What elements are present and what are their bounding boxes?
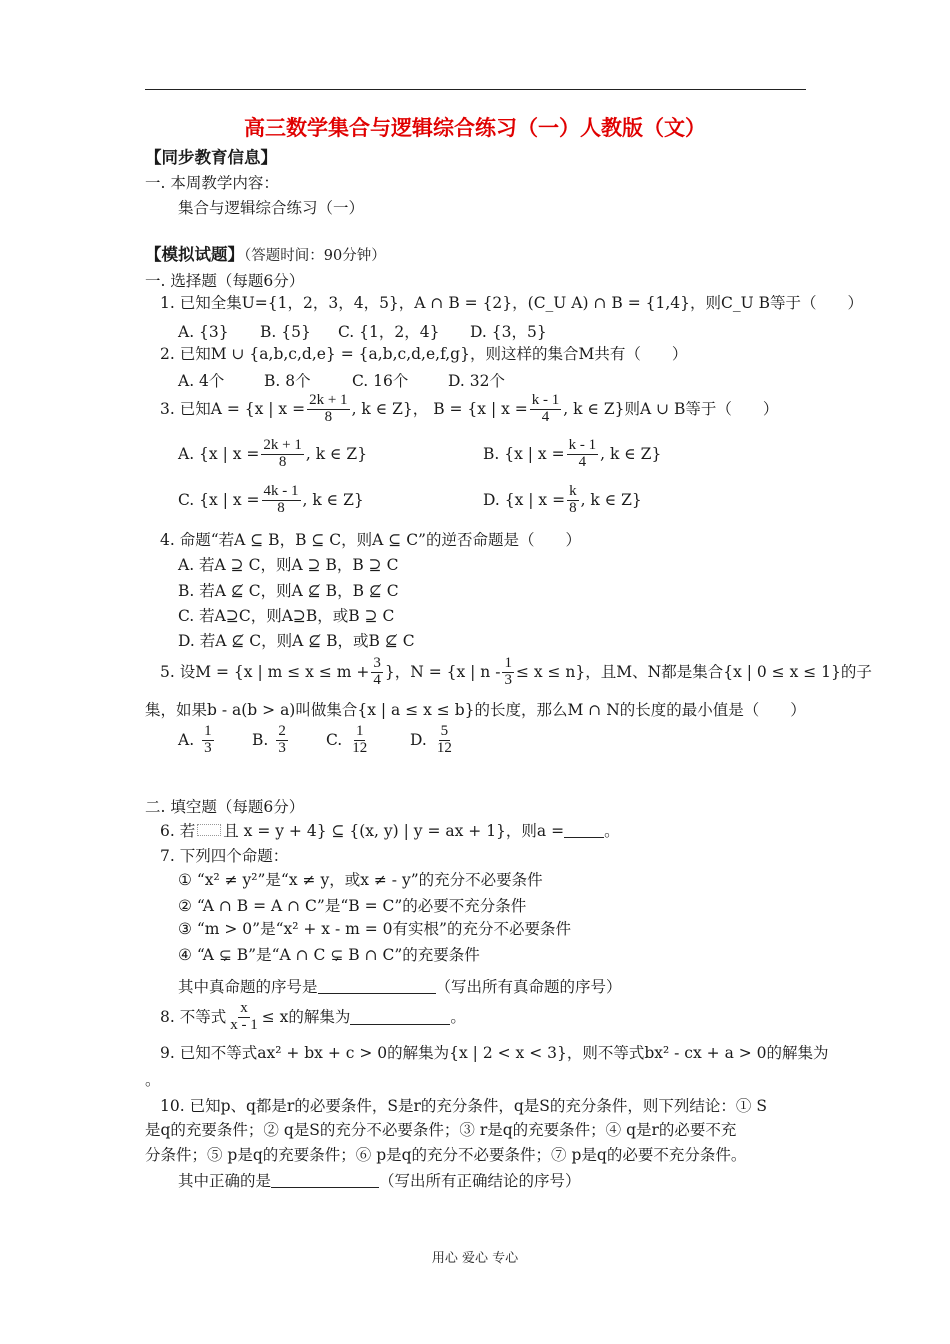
q5-fraction-1-num: 3 bbox=[373, 655, 381, 671]
q5-line-2: 集，如果b - a(b > a)叫做集合{x | a ≤ x ≤ b}的长度，那么M ∩ N的长度的最小值是（ ） bbox=[145, 701, 806, 719]
q3-option-b-fraction bbox=[567, 438, 599, 471]
q1-option-b: B. {5} bbox=[260, 323, 311, 341]
q3-option-a-pre: A. {x | x = bbox=[178, 444, 260, 463]
q3-option-b-num: k - 1 bbox=[568, 437, 597, 453]
q5-option-a-den: 3 bbox=[204, 739, 212, 756]
q3-option-d-pre: D. {x | x = bbox=[483, 490, 566, 509]
q5-option-d-num: 5 bbox=[440, 723, 449, 739]
q7-item-3: ③ “m > 0”是“x² + x - m = 0有实根”的充分不必要条件 bbox=[178, 920, 571, 938]
q6-text-pre: 6. 若 bbox=[160, 822, 196, 840]
q10-answer-pre: 其中正确的是 bbox=[178, 1172, 272, 1190]
q5-text-post: ≤ x ≤ n}，且M、N都是集合{x | 0 ≤ x ≤ 1}的子 bbox=[515, 662, 872, 681]
q5-option-b-num: 2 bbox=[278, 723, 286, 739]
q3-option-c bbox=[178, 484, 364, 517]
q2-option-a: A. 4个 bbox=[178, 372, 225, 390]
q5-option-d-fraction bbox=[435, 724, 454, 757]
q6-text-end: 。 bbox=[604, 822, 620, 840]
q4-option-d: D. 若A ⊈ C，则A ⊈ B，或B ⊈ C bbox=[178, 632, 415, 650]
q8-fraction-num: x bbox=[240, 1000, 248, 1016]
part1-heading: 一. 选择题（每题6分） bbox=[145, 272, 305, 290]
q7-item-4: ④ “A ⊊ B”是“A ∩ C ⊊ B ∩ C”的充要条件 bbox=[178, 946, 480, 964]
q4-option-a: A. 若A ⊇ C，则A ⊇ B，B ⊇ C bbox=[178, 556, 399, 574]
q3-option-a-fraction bbox=[261, 438, 303, 471]
q3-fraction-b-num: k - 1 bbox=[531, 392, 560, 408]
q7-answer-post: （写出所有真命题的序号） bbox=[435, 978, 622, 996]
q5-fraction-2 bbox=[502, 656, 514, 689]
part2-heading: 二. 填空题（每题6分） bbox=[145, 798, 305, 816]
q5-option-c-label: C. bbox=[326, 730, 343, 749]
q10-answer-line bbox=[178, 1173, 581, 1190]
q2-option-b: B. 8个 bbox=[264, 372, 311, 390]
q10-line-2: 是q的充要条件；② q是S的充分不必要条件；③ r是q的充要条件；④ q是r的必要不充 bbox=[145, 1121, 737, 1139]
q3-option-b-post: , k ∈ Z} bbox=[600, 444, 662, 463]
q10-answer-post: （写出所有正确结论的序号） bbox=[379, 1172, 581, 1190]
broken-image-placeholder bbox=[197, 824, 221, 836]
q5-option-c-den: 12 bbox=[352, 739, 368, 756]
q3-text-post: , k ∈ Z}则A ∪ B等于（ ） bbox=[563, 399, 779, 418]
q5-fraction-2-num: 1 bbox=[504, 655, 512, 671]
q7-answer-line bbox=[178, 979, 622, 996]
q3-fraction-a-den: 8 bbox=[324, 408, 333, 425]
q3-option-c-den: 8 bbox=[277, 499, 285, 516]
document-title: 高三数学集合与逻辑综合练习（一）人教版（文） bbox=[244, 116, 706, 140]
q1-option-d: D. {3，5} bbox=[470, 323, 547, 341]
q3-option-b-pre: B. {x | x = bbox=[483, 444, 565, 463]
question-4: 4. 命题“若A ⊆ B，B ⊆ C，则A ⊆ C”的逆否命题是（ ） bbox=[160, 531, 581, 549]
sync-item-1: 一. 本周教学内容： bbox=[145, 174, 279, 192]
q6-text-post: 且 x = y + 4} ⊆ {(x, y) | y = ax + 1}，则a = bbox=[223, 822, 565, 840]
q3-option-d-post: , k ∈ Z} bbox=[580, 490, 642, 509]
q5-option-a-fraction bbox=[202, 724, 214, 757]
q5-option-a-label: A. bbox=[178, 730, 195, 749]
q3-option-c-post: , k ∈ Z} bbox=[302, 490, 364, 509]
q3-option-c-fraction bbox=[262, 484, 301, 517]
q3-fraction-a-num: 2k + 1 bbox=[309, 392, 348, 408]
q7-item-2: ② “A ∩ B = A ∩ C”是“B = C”的必要不充分条件 bbox=[178, 897, 527, 915]
q3-option-a-num: 2k + 1 bbox=[263, 437, 302, 453]
q9-end: 。 bbox=[145, 1071, 161, 1089]
q7-answer-pre: 其中真命题的序号是 bbox=[178, 978, 318, 996]
section-test-heading-row bbox=[145, 247, 386, 264]
q5-option-c bbox=[326, 724, 371, 757]
q8-text-pre: 8. 不等式 bbox=[160, 1007, 227, 1026]
q7-answer-blank[interactable] bbox=[318, 979, 436, 994]
q2-option-d: D. 32个 bbox=[448, 372, 505, 390]
question-2: 2. 已知M ∪ {a,b,c,d,e} = {a,b,c,d,e,f,g}，则这样的集合M共有（ ） bbox=[160, 345, 688, 363]
question-8 bbox=[160, 1001, 466, 1034]
section-sync-heading: 【同步教育信息】 bbox=[145, 148, 277, 167]
q8-fraction-den: x - 1 bbox=[230, 1016, 258, 1033]
q5-option-a bbox=[178, 724, 216, 757]
q5-text-mid: }，N = {x | n - bbox=[384, 662, 501, 681]
q5-option-d-label: D. bbox=[410, 730, 427, 749]
q3-fraction-a bbox=[307, 393, 349, 426]
q3-option-b bbox=[483, 438, 661, 471]
q3-option-c-num: 4k - 1 bbox=[263, 483, 299, 499]
question-6 bbox=[160, 823, 620, 840]
q8-text-end: 。 bbox=[450, 1007, 466, 1026]
q1-option-c: C. {1，2，4} bbox=[338, 323, 440, 341]
top-rule bbox=[145, 89, 806, 90]
q6-answer-blank[interactable] bbox=[564, 823, 604, 838]
question-9: 9. 已知不等式ax² + bx + c > 0的解集为{x | 2 < x < 3}，则不等式bx² - cx + a > 0的解集为 bbox=[160, 1044, 829, 1062]
q3-fraction-b-den: 4 bbox=[541, 408, 550, 425]
q5-fraction-1 bbox=[371, 656, 383, 689]
q3-fraction-b bbox=[530, 393, 562, 426]
q4-option-b: B. 若A ⊈ C，则A ⊈ B，B ⊈ C bbox=[178, 582, 399, 600]
q3-option-d-den: 8 bbox=[569, 499, 577, 516]
q5-option-b-label: B. bbox=[252, 730, 269, 749]
q5-option-b-fraction bbox=[276, 724, 288, 757]
q3-option-d bbox=[483, 484, 642, 517]
q3-option-a bbox=[178, 438, 367, 471]
q10-line-3: 分条件；⑤ p是q的充要条件；⑥ p是q的充分不必要条件；⑦ p是q的必要不充分条件。 bbox=[145, 1146, 747, 1164]
sync-item-1-body: 集合与逻辑综合练习（一） bbox=[178, 199, 365, 217]
q5-text-pre: 5. 设M = {x | m ≤ x ≤ m + bbox=[160, 662, 370, 681]
q1-option-a: A. {3} bbox=[178, 323, 229, 341]
q5-option-c-num: 1 bbox=[355, 723, 364, 739]
q3-option-d-num: k bbox=[569, 483, 577, 499]
q5-option-c-fraction bbox=[350, 724, 369, 757]
q4-option-c: C. 若A⊇C，则A⊇B，或B ⊇ C bbox=[178, 607, 395, 625]
q10-line-1: 10. 已知p、q都是r的必要条件，S是r的充分条件，q是S的充分条件，则下列结论：① S bbox=[160, 1097, 767, 1115]
q5-option-d-den: 12 bbox=[436, 739, 452, 756]
q3-option-a-post: , k ∈ Z} bbox=[305, 444, 368, 463]
question-1: 1. 已知全集U={1，2，3，4，5}，A ∩ B = {2}，(C_U A) ∩ B = {1,4}，则C_U B等于（ ） bbox=[160, 294, 863, 312]
section-test-note: （答题时间：90分钟） bbox=[244, 248, 386, 264]
q3-option-c-pre: C. {x | x = bbox=[178, 490, 260, 509]
q7-item-1: ① “x² ≠ y²”是“x ≠ y，或x ≠ - y”的充分不必要条件 bbox=[178, 871, 543, 889]
q3-option-b-den: 4 bbox=[578, 453, 587, 470]
q5-option-b-den: 3 bbox=[278, 739, 286, 756]
section-test-heading: 【模拟试题】 bbox=[145, 245, 244, 264]
question-5 bbox=[160, 656, 872, 689]
q8-fraction bbox=[228, 1001, 260, 1034]
page-footer: 用心 爱心 专心 bbox=[431, 1251, 519, 1266]
q8-text-post: ≤ x的解集为 bbox=[261, 1007, 351, 1026]
q10-answer-blank[interactable] bbox=[271, 1173, 379, 1188]
q3-text-mid: , k ∈ Z}， B = {x | x = bbox=[351, 399, 528, 418]
question-3 bbox=[160, 393, 778, 426]
q3-option-a-den: 8 bbox=[278, 453, 287, 470]
q3-text-pre: 3. 已知A = {x | x = bbox=[160, 399, 306, 418]
question-7: 7. 下列四个命题： bbox=[160, 847, 289, 865]
q5-option-d bbox=[410, 724, 456, 757]
q3-option-d-fraction bbox=[567, 484, 579, 517]
q5-fraction-1-den: 4 bbox=[373, 671, 381, 688]
q5-option-a-num: 1 bbox=[204, 723, 212, 739]
q8-answer-blank[interactable] bbox=[350, 1010, 450, 1025]
q5-fraction-2-den: 3 bbox=[504, 671, 512, 688]
q2-option-c: C. 16个 bbox=[352, 372, 409, 390]
q5-option-b bbox=[252, 724, 290, 757]
